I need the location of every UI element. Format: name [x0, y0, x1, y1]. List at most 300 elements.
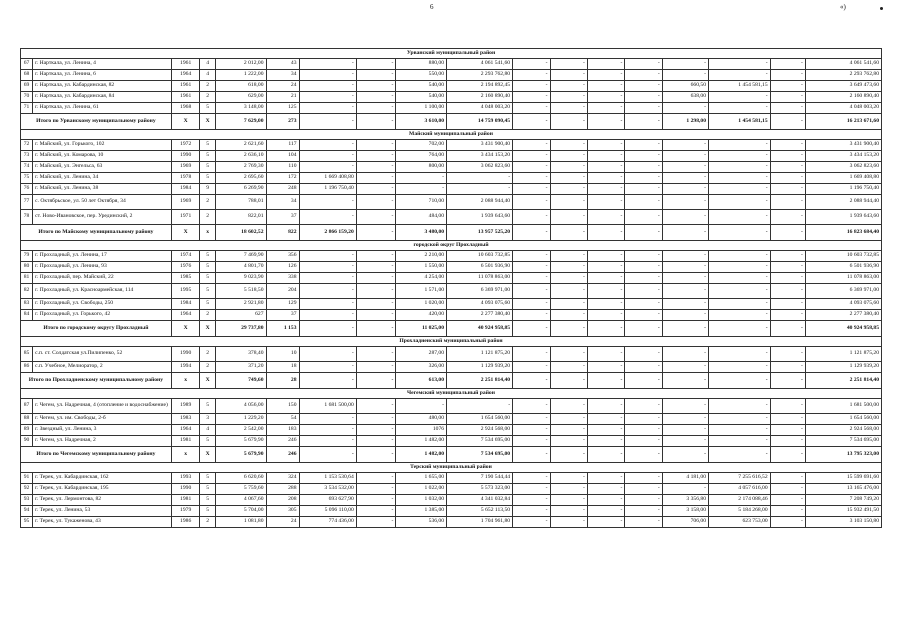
table-cell: -	[513, 81, 550, 92]
table-cell: 2 088 944,40	[805, 195, 881, 210]
table-cell: 90	[21, 436, 33, 447]
table-cell: -	[625, 362, 662, 373]
table-cell: 3 062 823,60	[805, 162, 881, 173]
table-cell: 4 254,00	[396, 273, 447, 284]
table-cell: 536,00	[396, 517, 447, 528]
table-cell: 1 229,20	[215, 414, 266, 425]
table-cell: 208	[266, 495, 299, 506]
total-row	[21, 447, 882, 463]
table-cell: 84	[21, 310, 33, 321]
address-cell: г. Нарткала, ул. Ленина, 61	[33, 103, 172, 114]
table-cell: -	[550, 506, 587, 517]
table-cell: -	[299, 162, 356, 173]
table-cell: -	[709, 262, 771, 273]
total-cell: -	[550, 447, 587, 463]
total-label: Итого по Чегемскому муниципальному району	[21, 447, 172, 463]
table-cell: 540,00	[396, 92, 447, 103]
total-label: Итого по Майскому муниципальному району	[21, 225, 172, 241]
table-cell: 7 469,90	[215, 251, 266, 262]
table-cell: 800,00	[396, 162, 447, 173]
table-cell: -	[709, 103, 771, 114]
table-cell: -	[770, 140, 805, 151]
table-row	[21, 347, 882, 362]
table-cell: -	[770, 425, 805, 436]
table-cell: 1964	[171, 425, 200, 436]
table-cell: -	[356, 103, 396, 114]
table-cell: 183	[266, 425, 299, 436]
table-cell: 1985	[171, 273, 200, 284]
table-row	[21, 81, 882, 92]
total-cell: -	[299, 114, 356, 130]
table-cell: 6 501 936,90	[447, 262, 513, 273]
table-cell: 10	[266, 347, 299, 362]
table-cell: 1981	[171, 495, 200, 506]
total-cell: -	[662, 447, 708, 463]
table-cell: -	[299, 436, 356, 447]
table-cell: -	[550, 347, 587, 362]
table-cell: 484,00	[396, 210, 447, 225]
table-cell: -	[356, 195, 396, 210]
table-cell: 1 385,00	[396, 506, 447, 517]
address-cell: г. Майский, ул. Ленина, 38	[33, 184, 172, 195]
table-cell: -	[550, 436, 587, 447]
total-cell: -	[770, 114, 805, 130]
table-cell: -	[625, 184, 662, 195]
table-cell: 5 096 110,00	[299, 506, 356, 517]
table-cell: 1 454 581,15	[709, 81, 771, 92]
total-cell: x	[171, 447, 200, 463]
table-cell: 1 020,00	[396, 299, 447, 310]
address-cell: с. Октябрьское, ул. 50 лет Октября, 34	[33, 195, 172, 210]
table-cell: -	[299, 195, 356, 210]
total-cell: 3 480,00	[396, 225, 447, 241]
table-cell: -	[356, 517, 396, 528]
total-cell: -	[662, 225, 708, 241]
table-cell: -	[625, 284, 662, 299]
table-cell: -	[770, 284, 805, 299]
table-cell: 693 627,90	[299, 495, 356, 506]
table-cell: -	[709, 399, 771, 414]
table-cell: -	[356, 495, 396, 506]
table-cell: -	[587, 495, 624, 506]
total-cell: 1 298,00	[662, 114, 708, 130]
table-cell: -	[625, 310, 662, 321]
table-cell: 2 277 380,40	[447, 310, 513, 321]
table-cell: 7 255 616,52	[709, 473, 771, 484]
total-cell: -	[587, 321, 624, 337]
address-cell: г. Нарткала, ул. Ленина, 4	[33, 59, 172, 70]
table-cell: -	[709, 151, 771, 162]
table-cell: 1 939 643,60	[447, 210, 513, 225]
table-cell: 2 277 380,40	[805, 310, 881, 321]
table-cell: -	[770, 173, 805, 184]
total-cell: -	[625, 225, 662, 241]
table-cell: -	[662, 195, 708, 210]
table-cell: -	[625, 70, 662, 81]
total-label: Итого по Урванскому муниципальному району	[21, 114, 172, 130]
table-cell: -	[587, 251, 624, 262]
table-cell: -	[709, 251, 771, 262]
total-cell: -	[770, 225, 805, 241]
table-cell: 627	[215, 310, 266, 321]
table-cell: -	[770, 59, 805, 70]
total-cell: -	[299, 321, 356, 337]
table-row	[21, 414, 882, 425]
total-cell: 2 251 814,40	[447, 373, 513, 389]
table-row	[21, 273, 882, 284]
table-cell: 2 621,60	[215, 140, 266, 151]
table-cell: -	[513, 173, 550, 184]
table-cell: -	[587, 414, 624, 425]
table-cell: 5	[200, 399, 215, 414]
table-row	[21, 473, 882, 484]
table-row	[21, 310, 882, 321]
table-cell: 2 636,10	[215, 151, 266, 162]
table-cell: 18	[266, 362, 299, 373]
table-cell: -	[513, 140, 550, 151]
table-cell: 1 121 875,20	[447, 347, 513, 362]
total-cell: 749,60	[215, 373, 266, 389]
table-row	[21, 92, 882, 103]
address-cell: г. Чегем, ул. им. Свободы, 2-б	[33, 414, 172, 425]
table-cell: 822,01	[215, 210, 266, 225]
table-cell: -	[625, 473, 662, 484]
table-cell: 2	[200, 92, 215, 103]
table-cell: 3 148,00	[215, 103, 266, 114]
total-cell: -	[770, 447, 805, 463]
total-cell: 1 153	[266, 321, 299, 337]
table-cell: 5 573 323,00	[447, 484, 513, 495]
table-cell: -	[662, 184, 708, 195]
table-cell: 34	[266, 195, 299, 210]
table-cell: -	[447, 184, 513, 195]
total-cell: -	[587, 225, 624, 241]
table-cell: -	[299, 103, 356, 114]
table-cell: -	[513, 362, 550, 373]
table-cell: -	[356, 70, 396, 81]
table-cell: 1995	[171, 284, 200, 299]
table-cell: -	[513, 92, 550, 103]
table-cell: -	[356, 59, 396, 70]
table-cell: -	[709, 140, 771, 151]
table-cell: 24	[266, 81, 299, 92]
table-cell: -	[299, 81, 356, 92]
address-cell: г. Прохладный, ул. Красноармейская, 114	[33, 284, 172, 299]
address-cell: ст. Ново-Ивановское, пер. Урединский, 2	[33, 210, 172, 225]
table-cell: 87	[21, 399, 33, 414]
table-cell: 1 153 530,64	[299, 473, 356, 484]
table-cell: 82	[21, 284, 33, 299]
table-cell: -	[356, 151, 396, 162]
table-cell: -	[625, 517, 662, 528]
table-cell: -	[662, 70, 708, 81]
table-cell: 1 654 560,00	[447, 414, 513, 425]
table-cell: 126	[266, 262, 299, 273]
table-cell: -	[299, 362, 356, 373]
table-cell: -	[299, 151, 356, 162]
table-cell: 1 669 408,80	[299, 173, 356, 184]
table-cell: 2 012,00	[215, 59, 266, 70]
table-row	[21, 262, 882, 273]
table-cell: 3 062 823,60	[447, 162, 513, 173]
table-cell: 4 056,00	[215, 399, 266, 414]
table-cell: 67	[21, 59, 33, 70]
table-cell: 24	[266, 517, 299, 528]
table-cell: -	[709, 184, 771, 195]
table-cell: 2 088 944,40	[447, 195, 513, 210]
table-cell: 86	[21, 362, 33, 373]
table-cell: -	[550, 517, 587, 528]
table-cell: 1 681 500,00	[805, 399, 881, 414]
table-cell: 3 434 153,20	[805, 151, 881, 162]
total-cell: -	[709, 447, 771, 463]
table-cell: 89	[21, 425, 33, 436]
table-cell: 5	[200, 173, 215, 184]
table-cell: -	[625, 81, 662, 92]
table-cell: -	[356, 473, 396, 484]
table-row	[21, 210, 882, 225]
table-cell: 3 434 153,20	[447, 151, 513, 162]
table-cell: -	[625, 262, 662, 273]
table-cell: -	[770, 399, 805, 414]
table-cell: -	[587, 59, 624, 70]
table-cell: 4 061 541,60	[447, 59, 513, 70]
table-cell: -	[513, 473, 550, 484]
total-cell: 11 025,00	[396, 321, 447, 337]
table-cell: 5 759,60	[215, 484, 266, 495]
table-cell: -	[625, 495, 662, 506]
table-cell: -	[447, 399, 513, 414]
table-cell: -	[356, 506, 396, 517]
section-header	[21, 241, 882, 251]
table-row	[21, 195, 882, 210]
table-cell: 5	[200, 151, 215, 162]
table-cell: 1 571,00	[396, 284, 447, 299]
table-cell: -	[356, 436, 396, 447]
table-cell: -	[770, 70, 805, 81]
table-cell: -	[770, 362, 805, 373]
table-cell: -	[356, 414, 396, 425]
table-row	[21, 151, 882, 162]
table-row	[21, 162, 882, 173]
table-cell: 5	[200, 495, 215, 506]
table-cell: -	[770, 184, 805, 195]
table-cell: -	[513, 484, 550, 495]
table-cell: 75	[21, 173, 33, 184]
table-cell: 37	[266, 210, 299, 225]
table-cell: -	[550, 425, 587, 436]
table-cell: -	[550, 210, 587, 225]
table-cell: 34	[266, 70, 299, 81]
table-cell: 2 293 762,80	[805, 70, 881, 81]
table-cell: 6 501 936,90	[805, 262, 881, 273]
total-cell: 40 924 958,85	[447, 321, 513, 337]
table-cell: 1989	[171, 399, 200, 414]
total-cell: 246	[266, 447, 299, 463]
table-cell: -	[550, 184, 587, 195]
total-cell: x	[171, 373, 200, 389]
table-cell: 2 542,00	[215, 425, 266, 436]
table-cell: -	[709, 162, 771, 173]
table-cell: -	[625, 273, 662, 284]
table-cell: 1984	[171, 299, 200, 310]
table-cell: -	[770, 506, 805, 517]
table-cell: 3 158,00	[662, 506, 708, 517]
table-cell: 5	[200, 473, 215, 484]
table-cell: -	[550, 362, 587, 373]
total-cell: -	[587, 114, 624, 130]
table-cell: -	[625, 195, 662, 210]
table-cell: -	[513, 399, 550, 414]
table-cell: -	[770, 495, 805, 506]
table-cell: 5 679,90	[215, 436, 266, 447]
total-label: Итого по городскому округу Прохладный	[21, 321, 172, 337]
table-cell: -	[709, 299, 771, 310]
total-cell: -	[709, 373, 771, 389]
table-cell: 1 022,00	[396, 484, 447, 495]
table-cell: 1978	[171, 173, 200, 184]
table-cell: -	[550, 262, 587, 273]
table-cell: 5	[200, 103, 215, 114]
table-cell: 2 160 890,40	[447, 92, 513, 103]
table-cell: -	[770, 210, 805, 225]
table-cell: -	[513, 495, 550, 506]
table-cell: 2 695,60	[215, 173, 266, 184]
table-cell: 1 222,00	[215, 70, 266, 81]
table-cell: -	[662, 173, 708, 184]
table-cell: -	[299, 347, 356, 362]
table-cell: -	[770, 473, 805, 484]
table-cell: -	[550, 162, 587, 173]
address-cell: г. Чегем, ул. Надречная, 2	[33, 436, 172, 447]
table-cell: -	[299, 251, 356, 262]
table-cell: 6 369 971,00	[805, 284, 881, 299]
address-cell: г. Прохладный, ул. Ленина, 93	[33, 262, 172, 273]
table-cell: 88	[21, 414, 33, 425]
table-cell: -	[625, 506, 662, 517]
total-label: Итого по Прохладненскому муниципальному району	[21, 373, 172, 389]
table-cell: 72	[21, 140, 33, 151]
table-cell: -	[770, 517, 805, 528]
total-cell: -	[770, 373, 805, 389]
table-cell: 1 100,00	[396, 103, 447, 114]
table-cell: 110	[266, 162, 299, 173]
table-cell: 2	[200, 81, 215, 92]
total-cell: -	[770, 321, 805, 337]
table-cell: -	[550, 273, 587, 284]
table-cell: -	[513, 299, 550, 310]
total-cell: X	[200, 447, 215, 463]
table-cell: -	[513, 103, 550, 114]
total-cell: 29 737,80	[215, 321, 266, 337]
table-cell: 68	[21, 70, 33, 81]
total-cell: -	[513, 447, 550, 463]
table-row	[21, 173, 882, 184]
table-row	[21, 103, 882, 114]
table-cell: 10 603 732,85	[447, 251, 513, 262]
table-cell: 9	[200, 184, 215, 195]
table-cell: 1 121 875,20	[805, 347, 881, 362]
table-cell: 83	[21, 299, 33, 310]
table-cell: -	[709, 70, 771, 81]
table-cell: -	[299, 70, 356, 81]
table-cell: -	[513, 517, 550, 528]
table-cell: -	[625, 140, 662, 151]
table-cell: 2	[200, 210, 215, 225]
address-cell: с.п. ст. Солдатская ул.Пилипенко, 52	[33, 347, 172, 362]
table-cell: 540,00	[396, 81, 447, 92]
table-cell: 1 669 408,80	[805, 173, 881, 184]
table-cell: -	[550, 140, 587, 151]
section-header	[21, 389, 882, 399]
table-cell: 420,00	[396, 310, 447, 321]
table-cell: -	[550, 81, 587, 92]
table-cell: 4	[200, 425, 215, 436]
total-cell: 2 866 159,20	[299, 225, 356, 241]
total-cell: 14 759 090,45	[447, 114, 513, 130]
total-cell: -	[587, 373, 624, 389]
table-cell: -	[299, 414, 356, 425]
table-cell: -	[587, 284, 624, 299]
table-cell: -	[513, 151, 550, 162]
table-cell: -	[625, 425, 662, 436]
table-cell: 7 534 695,00	[805, 436, 881, 447]
table-cell: -	[709, 195, 771, 210]
table-cell: 3 356,80	[662, 495, 708, 506]
table-cell: -	[299, 284, 356, 299]
address-cell: г. Чегем, ул. Надречная, 4 (отопление и водоснабжение)	[33, 399, 172, 414]
table-cell: 5 652 113,50	[447, 506, 513, 517]
table-cell: -	[662, 273, 708, 284]
table-cell: -	[299, 310, 356, 321]
table-cell: 1981	[171, 436, 200, 447]
table-cell: -	[662, 284, 708, 299]
table-cell: 91	[21, 473, 33, 484]
total-cell: 2 251 814,40	[805, 373, 881, 389]
total-cell: 13 795 323,00	[805, 447, 881, 463]
table-cell: -	[356, 162, 396, 173]
table-row	[21, 506, 882, 517]
table-cell: -	[299, 92, 356, 103]
table-cell: 1990	[171, 151, 200, 162]
table-cell: 4 801,70	[215, 262, 266, 273]
table-cell: 11 078 863,00	[805, 273, 881, 284]
table-cell: -	[587, 517, 624, 528]
table-cell: -	[356, 299, 396, 310]
table-cell: 15 932 491,50	[805, 506, 881, 517]
table-cell: -	[587, 299, 624, 310]
table-cell: -	[587, 273, 624, 284]
total-cell: 1 482,00	[396, 447, 447, 463]
address-cell: г. Терек, ул. Лермонтова, 82	[33, 495, 172, 506]
table-cell: 702,00	[396, 140, 447, 151]
address-cell: г. Майский, ул. Энгельса, 63	[33, 162, 172, 173]
table-cell: -	[550, 92, 587, 103]
address-cell: г. Нарткала, ул. Кабардинская, 82	[33, 81, 172, 92]
table-cell: -	[709, 310, 771, 321]
table-cell: -	[513, 262, 550, 273]
table-cell: -	[770, 195, 805, 210]
table-cell: -	[513, 284, 550, 299]
table-cell: -	[550, 70, 587, 81]
table-cell: 338	[266, 273, 299, 284]
table-cell: 788,01	[215, 195, 266, 210]
table-cell: 5	[200, 262, 215, 273]
table-cell: -	[709, 362, 771, 373]
total-cell: -	[662, 373, 708, 389]
table-cell: -	[447, 173, 513, 184]
table-cell: -	[709, 273, 771, 284]
